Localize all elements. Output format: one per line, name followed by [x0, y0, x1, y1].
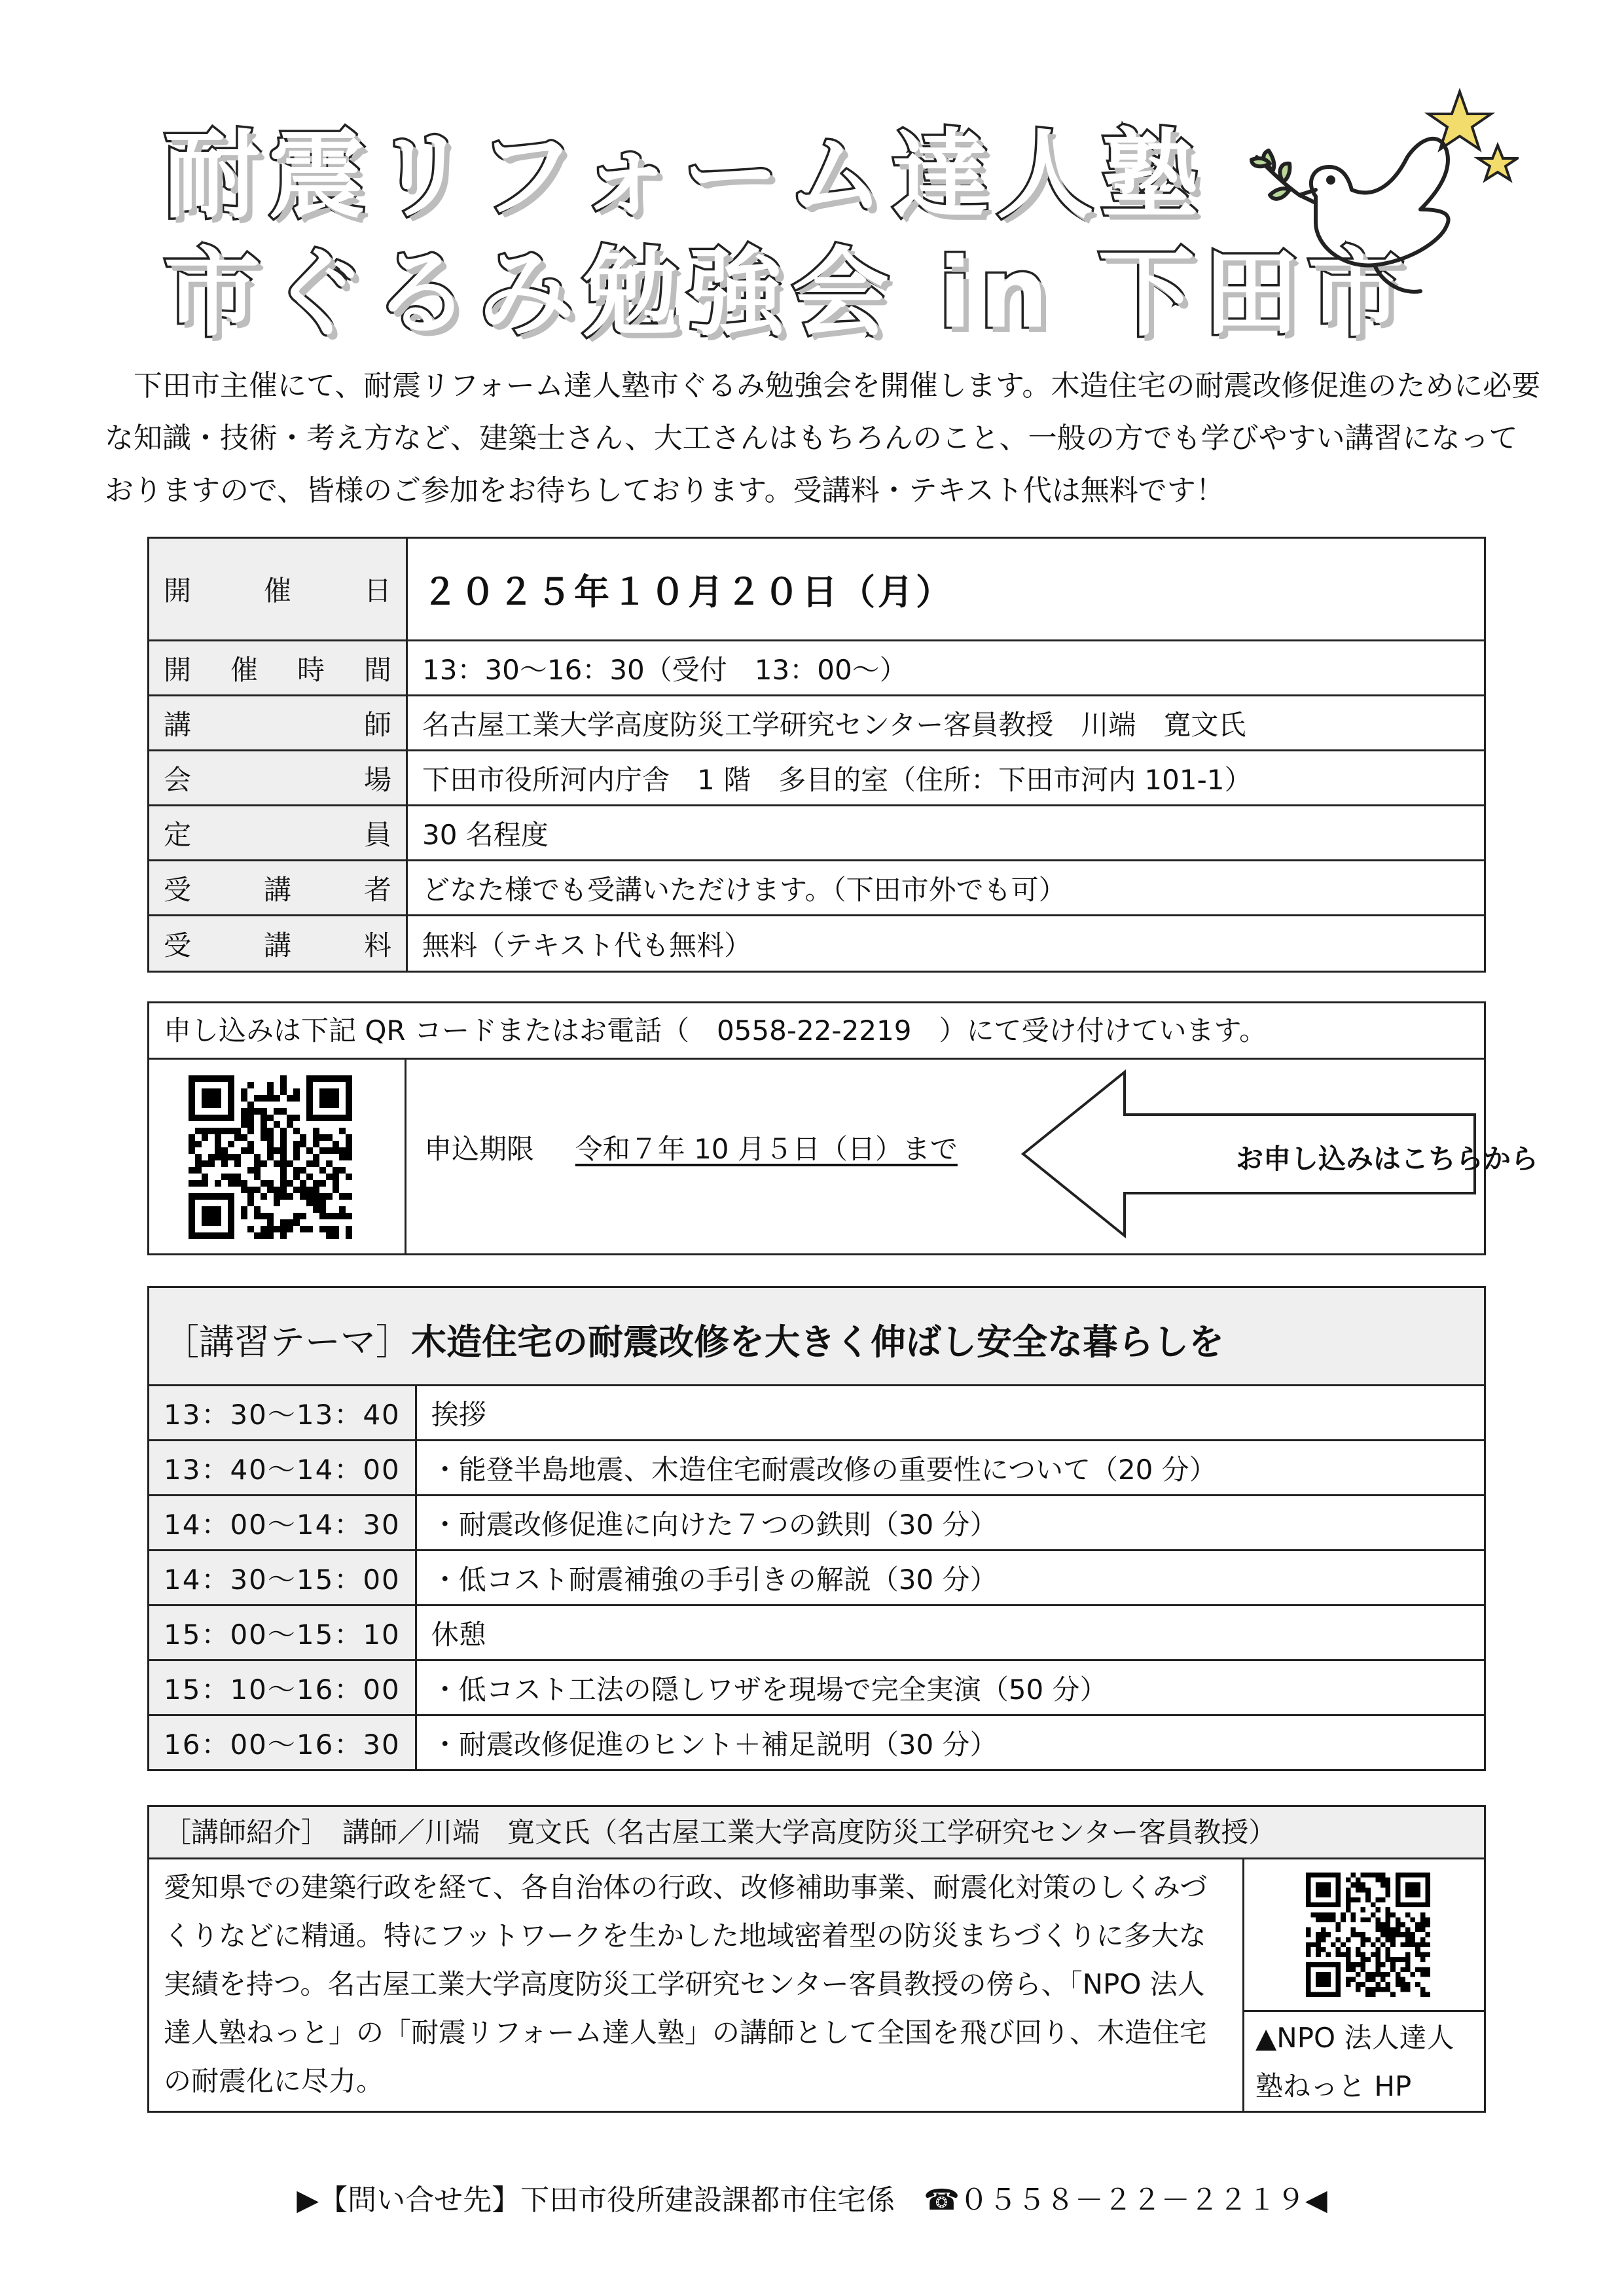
- info-label-char: 催: [230, 653, 258, 686]
- info-label-char: 師: [363, 708, 391, 741]
- schedule-item: ・耐震改修促進のヒント＋補足説明（30 分）: [416, 1715, 1485, 1770]
- dove-illustration: [1244, 85, 1519, 301]
- apply-link[interactable]: お申し込みはこちらから: [1236, 1143, 1539, 1175]
- info-value: ２０２５年１０月２０日（月）: [407, 538, 1485, 641]
- schedule-time: 15：10〜16：00: [149, 1660, 416, 1715]
- info-value: 30 名程度: [407, 806, 1485, 861]
- schedule-row: [149, 1715, 1485, 1770]
- info-row: [149, 696, 1485, 751]
- schedule-row: [149, 1496, 1485, 1551]
- schedule-item: ・低コスト工法の隠しワザを現場で完全実演（50 分）: [416, 1660, 1485, 1715]
- info-label: [149, 806, 407, 861]
- theme-text: 木造住宅の耐震改修を大きく伸ばし安全な暮らしを: [411, 1321, 1224, 1363]
- info-label-char: 会: [164, 763, 192, 796]
- info-label: [149, 641, 407, 696]
- intro-text: 下田市主催にて、耐震リフォーム達人塾市ぐるみ勉強会を開催します。木造住宅の耐震改修促進のために必要な知識・技術・考え方など、建築士さん、大工さんはもちろんのこと、一般の方でも学びやすい講習になっておりますので、皆様のご参加をお待ちしております。受講料・テキスト代は無料です！: [105, 369, 1541, 507]
- info-label-char: 講: [164, 708, 192, 741]
- info-label-char: 講: [263, 873, 291, 906]
- schedule-time: 15：00〜15：10: [149, 1605, 416, 1660]
- schedule-time: 13：40〜14：00: [149, 1441, 416, 1496]
- schedule-time: 14：30〜15：00: [149, 1551, 416, 1605]
- info-value: 名古屋工業大学高度防災工学研究センター客員教授 川端 寛文氏: [407, 696, 1485, 751]
- event-info-table: [147, 537, 1486, 973]
- title-line-2: 市ぐるみ勉強会 in 下田市: [164, 237, 1413, 350]
- title-line-1: 耐震リフォーム達人塾: [164, 119, 1206, 232]
- application-header: 申し込みは下記 QR コードまたはお電話（ 0558-22-2219 ）にて受け付けています。: [149, 1003, 1484, 1060]
- info-label-char: 員: [363, 818, 391, 851]
- info-value: どなた様でも受講いただけます。（下田市外でも可）: [407, 861, 1485, 916]
- info-label-char: 間: [363, 653, 391, 686]
- schedule-item: ・低コスト耐震補強の手引きの解説（30 分）: [416, 1551, 1485, 1605]
- application-qr-code[interactable]: [189, 1075, 352, 1239]
- dove-icon: [1252, 139, 1449, 292]
- info-label: [149, 538, 407, 641]
- schedule-time: 14：00〜14：30: [149, 1496, 416, 1551]
- info-row: [149, 861, 1485, 916]
- info-label-char: 催: [263, 575, 291, 607]
- schedule-table: [147, 1384, 1486, 1771]
- info-label-char: 開: [164, 575, 192, 607]
- schedule-row: [149, 1551, 1485, 1605]
- info-label-char: 場: [363, 763, 391, 796]
- info-label-char: 者: [363, 873, 391, 906]
- intro-paragraph: [105, 360, 1545, 517]
- info-label-char: 講: [263, 929, 291, 961]
- lecturer-bio: 愛知県での建築行政を経て、各自治体の行政、改修補助事業、耐震化対策のしくみづくりなどに精通。特にフットワークを生かした地域密着型の防災まちづくりに多大な実績を持つ。名古屋工業大学高度防災工学研究センター客員教授の傍ら、「NPO 法人達人塾ねっと」の「耐震リフォーム達人塾」の講師として全国を飛び回り、木造住宅の耐震化に尽力。: [164, 1871, 1208, 2097]
- info-row: [149, 538, 1485, 641]
- deadline-value: 令和７年 10 月５日（日）まで: [575, 1133, 958, 1165]
- schedule-row: [149, 1660, 1485, 1715]
- info-label-char: 日: [363, 575, 391, 607]
- info-label-char: 受: [164, 929, 192, 961]
- deadline: [424, 1128, 958, 1167]
- info-label-char: 開: [164, 653, 192, 686]
- schedule-time: 16：00〜16：30: [149, 1715, 416, 1770]
- schedule-row: [149, 1605, 1485, 1660]
- info-row: [149, 806, 1485, 861]
- theme-bracket: ［講習テーマ］: [164, 1321, 411, 1363]
- star-icon: [1478, 145, 1517, 180]
- schedule-item: ・耐震改修促進に向けた７つの鉄則（30 分）: [416, 1496, 1485, 1551]
- application-box: [147, 1001, 1539, 1255]
- schedule-row: [149, 1441, 1485, 1496]
- lecturer-header: ［講師紹介］ 講師／川端 寛文氏（名古屋工業大学高度防災工学研究センター客員教授）: [149, 1807, 1484, 1859]
- info-value: 無料（テキスト代も無料）: [407, 916, 1485, 972]
- npo-qr-caption: ▲NPO 法人達人塾ねっと HP: [1255, 2022, 1454, 2102]
- info-value: 下田市役所河内庁舎 1 階 多目的室（住所：下田市河内 101-1）: [407, 751, 1485, 806]
- info-label: [149, 751, 407, 806]
- schedule-time: 13：30〜13：40: [149, 1386, 416, 1441]
- info-label-char: 受: [164, 873, 192, 906]
- info-row: [149, 641, 1485, 696]
- theme-header: [147, 1286, 1486, 1384]
- deadline-label: 申込期限: [424, 1133, 535, 1165]
- schedule-row: [149, 1386, 1485, 1441]
- info-label: [149, 916, 407, 972]
- info-row: [149, 751, 1485, 806]
- schedule-item: ・能登半島地震、木造住宅耐震改修の重要性について（20 分）: [416, 1441, 1485, 1496]
- info-label-char: 時: [297, 653, 325, 686]
- npo-qr-code[interactable]: [1306, 1873, 1430, 1997]
- schedule-item: 休憩: [416, 1605, 1485, 1660]
- schedule-item: 挨拶: [416, 1386, 1485, 1441]
- info-label: [149, 861, 407, 916]
- info-label-char: 料: [363, 929, 391, 961]
- contact-footer: ▶【問い合せ先】下田市役所建設課都市住宅係 ☎０５５８－２２－２２１９◀: [297, 2183, 1327, 2217]
- info-label: [149, 696, 407, 751]
- info-row: [149, 916, 1485, 972]
- lecturer-box: [147, 1805, 1486, 2113]
- info-value: 13：30〜16：30（受付 13：00〜）: [407, 641, 1485, 696]
- info-label-char: 定: [164, 818, 192, 851]
